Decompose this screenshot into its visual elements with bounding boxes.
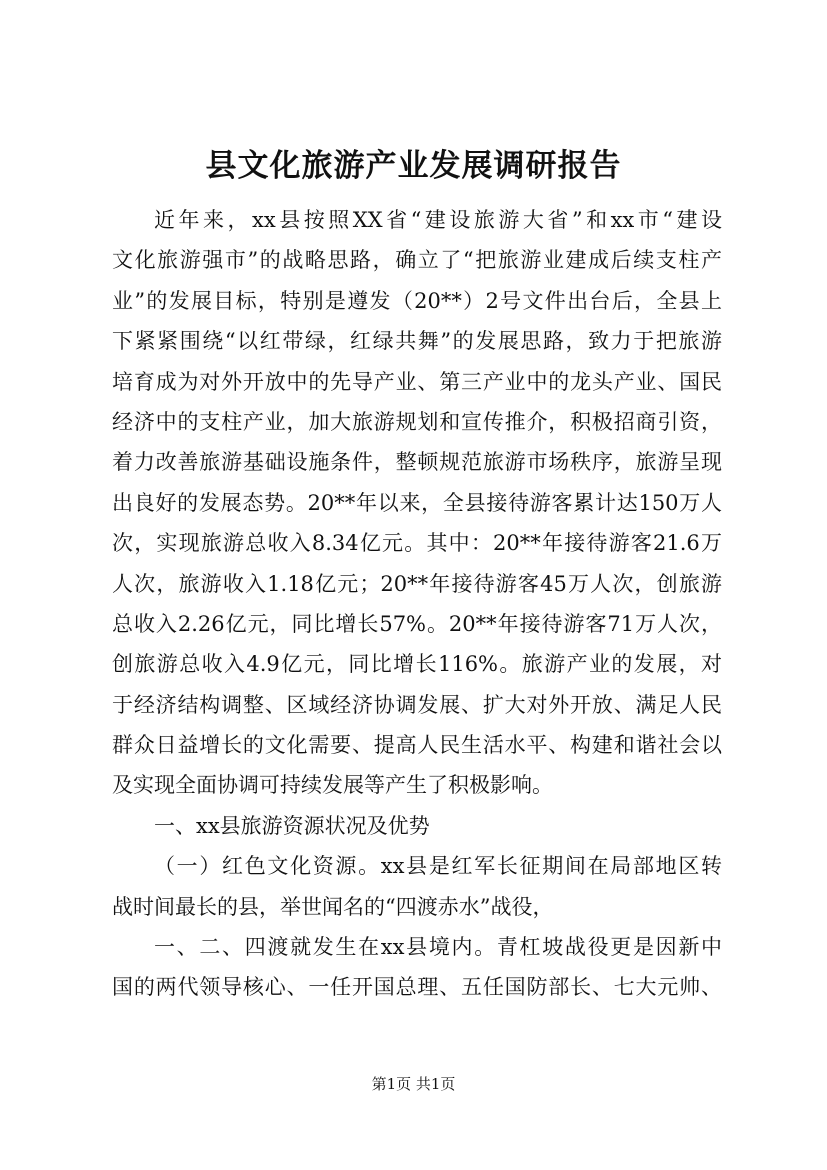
paragraph-line: 业”的发展目标，特别是遵发（20**）2号文件出台后，全县上 xyxy=(112,288,722,313)
paragraph-line: 出良好的发展态势。20**年以来，全县接待游客累计达150万人 xyxy=(112,490,722,515)
paragraph-line: 着力改善旅游基础设施条件，整顿规范旅游市场秩序，旅游呈现 xyxy=(112,450,722,475)
paragraph-line: 文化旅游强市”的战略思路，确立了“把旅游业建成后续支柱产 xyxy=(112,248,722,273)
paragraph-line: 下紧紧围绕“以红带绿，红绿共舞”的发展思路，致力于把旅游 xyxy=(112,329,722,354)
paragraph-line: 次，实现旅游总收入8.34亿元。其中：20**年接待游客21.6万 xyxy=(112,531,722,556)
paragraph-line: 群众日益增长的文化需要、提高人民生活水平、构建和谐社会以 xyxy=(112,733,722,758)
paragraph-line: 创旅游总收入4.9亿元，同比增长116%。旅游产业的发展，对 xyxy=(112,652,722,677)
paragraph-line: 近年来，xx县按照XX省“建设旅游大省”和xx市“建设 xyxy=(154,208,722,232)
page-number-footer: 第1页 共1页 xyxy=(371,1075,456,1093)
paragraph-line: 培育成为对外开放中的先导产业、第三产业中的龙头产业、国民 xyxy=(112,369,722,394)
paragraph-line: 于经济结构调整、区域经济协调发展、扩大对外开放、满足人民 xyxy=(112,692,722,717)
document-title: 县文化旅游产业发展调研报告 xyxy=(205,148,622,184)
paragraph-line: 经济中的支柱产业，加大旅游规划和宣传推介，积极招商引资， xyxy=(112,409,722,434)
paragraph-line: 总收入2.26亿元，同比增长57%。20**年接待游客71万人次， xyxy=(112,611,722,636)
paragraph-line: （一）红色文化资源。xx县是红军长征期间在局部地区转 xyxy=(154,854,722,879)
document-body xyxy=(112,200,722,1008)
paragraph-line: 一、二、四渡就发生在xx县境内。青杠坡战役更是因新中 xyxy=(154,935,722,960)
paragraph-line: 及实现全面协调可持续发展等产生了积极影响。 xyxy=(112,773,553,798)
paragraph-line: 战时间最长的县，举世闻名的“四渡赤水”战役， xyxy=(112,894,554,919)
paragraph-line: 人次，旅游收入1.18亿元；20**年接待游客45万人次，创旅游 xyxy=(112,571,722,596)
paragraph-line: 国的两代领导核心、一任开国总理、五任国防部长、七大元帅、 xyxy=(112,975,722,1000)
section-heading: 一、xx县旅游资源状况及优势 xyxy=(154,813,430,838)
